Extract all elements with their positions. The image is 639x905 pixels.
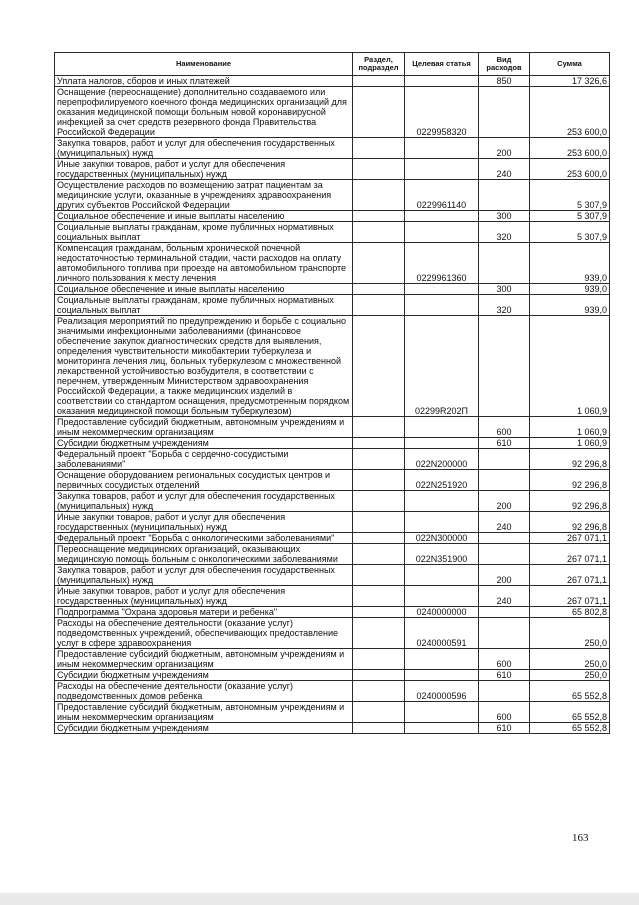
cell-name: Федеральный проект "Борьба с онкологическими заболеваниями" bbox=[55, 533, 353, 544]
cell-sum: 267 071,1 bbox=[530, 586, 610, 607]
cell-sum: 253 600,0 bbox=[530, 87, 610, 138]
cell-kind: 600 bbox=[479, 417, 530, 438]
cell-target bbox=[405, 702, 479, 723]
cell-name: Субсидии бюджетным учреждениям bbox=[55, 438, 353, 449]
budget-table bbox=[54, 52, 610, 734]
cell-sum: 5 307,9 bbox=[530, 211, 610, 222]
cell-name: Субсидии бюджетным учреждениям bbox=[55, 670, 353, 681]
cell-sum: 92 296,8 bbox=[530, 512, 610, 533]
cell-section bbox=[353, 449, 405, 470]
cell-section bbox=[353, 470, 405, 491]
cell-kind: 850 bbox=[479, 76, 530, 87]
header-target: Целевая статья bbox=[405, 53, 479, 76]
header-name: Наименование bbox=[55, 53, 353, 76]
cell-section bbox=[353, 76, 405, 87]
document-page bbox=[54, 52, 609, 734]
cell-name: Социальное обеспечение и иные выплаты населению bbox=[55, 284, 353, 295]
cell-kind: 610 bbox=[479, 438, 530, 449]
table-row bbox=[55, 565, 610, 586]
cell-kind: 240 bbox=[479, 586, 530, 607]
cell-target bbox=[405, 417, 479, 438]
cell-section bbox=[353, 544, 405, 565]
header-sum: Сумма bbox=[530, 53, 610, 76]
cell-kind: 320 bbox=[479, 222, 530, 243]
cell-sum: 92 296,8 bbox=[530, 491, 610, 512]
cell-target bbox=[405, 222, 479, 243]
table-row bbox=[55, 533, 610, 544]
cell-section bbox=[353, 723, 405, 734]
cell-name: Оснащение (переоснащение) дополнительно создаваемого или перепрофилируемого коечного фонда медицинских организаций для оказания медицинской помощи больным новой коронавирусной инфекцией за счет средств резервного фонда Правительства Российской Федерации bbox=[55, 87, 353, 138]
cell-section bbox=[353, 159, 405, 180]
table-row bbox=[55, 618, 610, 649]
table-row bbox=[55, 512, 610, 533]
cell-target: 02299R202П bbox=[405, 316, 479, 417]
cell-target: 022N300000 bbox=[405, 533, 479, 544]
table-row bbox=[55, 649, 610, 670]
cell-name: Федеральный проект "Борьба с сердечно-сосудистыми заболеваниями" bbox=[55, 449, 353, 470]
cell-kind bbox=[479, 243, 530, 284]
cell-name: Расходы на обеспечение деятельности (оказание услуг) подведомственных домов ребенка bbox=[55, 681, 353, 702]
cell-kind: 200 bbox=[479, 491, 530, 512]
cell-sum: 253 600,0 bbox=[530, 138, 610, 159]
cell-section bbox=[353, 702, 405, 723]
cell-sum: 250,0 bbox=[530, 618, 610, 649]
table-row bbox=[55, 586, 610, 607]
cell-target bbox=[405, 565, 479, 586]
cell-section bbox=[353, 533, 405, 544]
table-row bbox=[55, 470, 610, 491]
cell-kind bbox=[479, 449, 530, 470]
table-row bbox=[55, 295, 610, 316]
cell-target bbox=[405, 491, 479, 512]
cell-target bbox=[405, 284, 479, 295]
cell-target bbox=[405, 512, 479, 533]
cell-name: Иные закупки товаров, работ и услуг для обеспечения государственных (муниципальных) нужд bbox=[55, 512, 353, 533]
cell-section bbox=[353, 87, 405, 138]
table-row bbox=[55, 138, 610, 159]
cell-section bbox=[353, 211, 405, 222]
cell-sum: 253 600,0 bbox=[530, 159, 610, 180]
cell-name: Социальные выплаты гражданам, кроме публичных нормативных социальных выплат bbox=[55, 222, 353, 243]
table-row bbox=[55, 681, 610, 702]
cell-kind: 240 bbox=[479, 512, 530, 533]
cell-name: Закупка товаров, работ и услуг для обеспечения государственных (муниципальных) нужд bbox=[55, 138, 353, 159]
cell-section bbox=[353, 138, 405, 159]
cell-target: 0229958320 bbox=[405, 87, 479, 138]
cell-section bbox=[353, 681, 405, 702]
cell-name: Социальные выплаты гражданам, кроме публичных нормативных социальных выплат bbox=[55, 295, 353, 316]
page-number: 163 bbox=[572, 832, 589, 844]
cell-kind: 300 bbox=[479, 284, 530, 295]
cell-target bbox=[405, 211, 479, 222]
table-header bbox=[55, 53, 610, 76]
cell-kind: 320 bbox=[479, 295, 530, 316]
cell-kind bbox=[479, 316, 530, 417]
cell-kind: 610 bbox=[479, 670, 530, 681]
cell-kind bbox=[479, 180, 530, 211]
cell-sum: 250,0 bbox=[530, 670, 610, 681]
cell-kind: 300 bbox=[479, 211, 530, 222]
header-section: Раздел, подраздел bbox=[353, 53, 405, 76]
cell-name: Оснащение оборудованием региональных сосудистых центров и первичных сосудистых отделений bbox=[55, 470, 353, 491]
cell-target: 0229961140 bbox=[405, 180, 479, 211]
table-row bbox=[55, 243, 610, 284]
table-row bbox=[55, 87, 610, 138]
cell-name: Социальное обеспечение и иные выплаты населению bbox=[55, 211, 353, 222]
cell-section bbox=[353, 180, 405, 211]
table-row bbox=[55, 316, 610, 417]
cell-section bbox=[353, 295, 405, 316]
table-row bbox=[55, 180, 610, 211]
table-row bbox=[55, 723, 610, 734]
cell-name: Осуществление расходов по возмещению затрат пациентам за медицинские услуги, оказанные в учреждениях здравоохранения других субъектов Российской Федерации bbox=[55, 180, 353, 211]
cell-kind bbox=[479, 618, 530, 649]
cell-sum: 1 060,9 bbox=[530, 417, 610, 438]
cell-name: Расходы на обеспечение деятельности (оказание услуг) подведомственных учреждений, обеспечивающих предоставление услуг в сфере здравоохранения bbox=[55, 618, 353, 649]
table-row bbox=[55, 76, 610, 87]
cell-target bbox=[405, 649, 479, 670]
cell-name: Закупка товаров, работ и услуг для обеспечения государственных (муниципальных) нужд bbox=[55, 565, 353, 586]
cell-sum: 267 071,1 bbox=[530, 533, 610, 544]
table-row bbox=[55, 544, 610, 565]
cell-target: 022N251920 bbox=[405, 470, 479, 491]
header-kind: Вид расходов bbox=[479, 53, 530, 76]
cell-target: 022N200000 bbox=[405, 449, 479, 470]
table-row bbox=[55, 284, 610, 295]
cell-sum: 92 296,8 bbox=[530, 470, 610, 491]
cell-name: Иные закупки товаров, работ и услуг для обеспечения государственных (муниципальных) нужд bbox=[55, 586, 353, 607]
cell-name: Подпрограмма "Охрана здоровья матери и ребенка" bbox=[55, 607, 353, 618]
cell-target: 0240000591 bbox=[405, 618, 479, 649]
cell-section bbox=[353, 565, 405, 586]
cell-kind bbox=[479, 87, 530, 138]
table-row bbox=[55, 670, 610, 681]
cell-name: Реализация мероприятий по предупреждению и борьбе с социально значимыми инфекционными заболеваниями (финансовое обеспечение закупок диагностических средств для выявления, определения чувствительности микобактерии туберкулеза и мониторинга лечения лиц, больных туберкулезом с множественной лекарственной устойчивостью возбудителя, в соответствии с перечнем, утвержденным Министерством здравоохранения Российской Федерации, а также медицинских изделий в соответствии со стандартом оснащения, предусмотренным порядком оказания медицинской помощи больным туберкулезом) bbox=[55, 316, 353, 417]
cell-sum: 65 552,8 bbox=[530, 723, 610, 734]
cell-kind bbox=[479, 470, 530, 491]
table-row bbox=[55, 222, 610, 243]
table-row bbox=[55, 491, 610, 512]
cell-target bbox=[405, 295, 479, 316]
cell-sum: 939,0 bbox=[530, 295, 610, 316]
cell-sum: 939,0 bbox=[530, 284, 610, 295]
cell-name: Уплата налогов, сборов и иных платежей bbox=[55, 76, 353, 87]
cell-name: Компенсация гражданам, больным хронической почечной недостаточностью терминальной стадии, части расходов на оплату автомобильного топлива при проезде на автомобильном транспорте личного пользования к месту лечения bbox=[55, 243, 353, 284]
cell-sum: 5 307,9 bbox=[530, 222, 610, 243]
cell-section bbox=[353, 512, 405, 533]
cell-section bbox=[353, 607, 405, 618]
cell-name: Предоставление субсидий бюджетным, автономным учреждениям и иным некоммерческим организациям bbox=[55, 649, 353, 670]
cell-target bbox=[405, 138, 479, 159]
cell-section bbox=[353, 222, 405, 243]
cell-name: Иные закупки товаров, работ и услуг для обеспечения государственных (муниципальных) нужд bbox=[55, 159, 353, 180]
cell-target bbox=[405, 159, 479, 180]
cell-name: Закупка товаров, работ и услуг для обеспечения государственных (муниципальных) нужд bbox=[55, 491, 353, 512]
cell-kind bbox=[479, 681, 530, 702]
cell-sum: 65 552,8 bbox=[530, 702, 610, 723]
cell-kind: 610 bbox=[479, 723, 530, 734]
cell-target: 0240000000 bbox=[405, 607, 479, 618]
cell-section bbox=[353, 438, 405, 449]
cell-sum: 1 060,9 bbox=[530, 438, 610, 449]
cell-kind bbox=[479, 533, 530, 544]
cell-kind: 200 bbox=[479, 138, 530, 159]
cell-section bbox=[353, 284, 405, 295]
table-row bbox=[55, 702, 610, 723]
cell-sum: 267 071,1 bbox=[530, 565, 610, 586]
cell-target bbox=[405, 438, 479, 449]
cell-name: Переоснащение медицинских организаций, оказывающих медицинскую помощь больным с онкологическими заболеваниями bbox=[55, 544, 353, 565]
scan-bottom-edge bbox=[0, 893, 639, 905]
cell-section bbox=[353, 618, 405, 649]
table-row bbox=[55, 449, 610, 470]
cell-sum: 65 552,8 bbox=[530, 681, 610, 702]
cell-section bbox=[353, 417, 405, 438]
cell-target bbox=[405, 723, 479, 734]
table-row bbox=[55, 417, 610, 438]
cell-target bbox=[405, 670, 479, 681]
cell-target bbox=[405, 586, 479, 607]
cell-sum: 267 071,1 bbox=[530, 544, 610, 565]
cell-target: 0240000596 bbox=[405, 681, 479, 702]
cell-sum: 5 307,9 bbox=[530, 180, 610, 211]
header-row bbox=[55, 53, 610, 76]
table-row bbox=[55, 438, 610, 449]
cell-sum: 65 802,8 bbox=[530, 607, 610, 618]
cell-target: 022N351900 bbox=[405, 544, 479, 565]
cell-section bbox=[353, 670, 405, 681]
cell-kind: 240 bbox=[479, 159, 530, 180]
cell-sum: 92 296,8 bbox=[530, 449, 610, 470]
cell-target bbox=[405, 76, 479, 87]
cell-section bbox=[353, 586, 405, 607]
cell-sum: 1 060,9 bbox=[530, 316, 610, 417]
cell-section bbox=[353, 649, 405, 670]
cell-kind: 600 bbox=[479, 702, 530, 723]
table-body bbox=[55, 76, 610, 734]
cell-target: 0229961360 bbox=[405, 243, 479, 284]
cell-sum: 939,0 bbox=[530, 243, 610, 284]
cell-kind: 200 bbox=[479, 565, 530, 586]
cell-kind: 600 bbox=[479, 649, 530, 670]
cell-section bbox=[353, 316, 405, 417]
cell-kind bbox=[479, 544, 530, 565]
cell-sum: 250,0 bbox=[530, 649, 610, 670]
table-row bbox=[55, 159, 610, 180]
cell-kind bbox=[479, 607, 530, 618]
cell-name: Предоставление субсидий бюджетным, автономным учреждениям и иным некоммерческим организациям bbox=[55, 417, 353, 438]
table-row bbox=[55, 211, 610, 222]
cell-name: Субсидии бюджетным учреждениям bbox=[55, 723, 353, 734]
cell-section bbox=[353, 491, 405, 512]
cell-name: Предоставление субсидий бюджетным, автономным учреждениям и иным некоммерческим организациям bbox=[55, 702, 353, 723]
cell-sum: 17 326,6 bbox=[530, 76, 610, 87]
table-row bbox=[55, 607, 610, 618]
cell-section bbox=[353, 243, 405, 284]
